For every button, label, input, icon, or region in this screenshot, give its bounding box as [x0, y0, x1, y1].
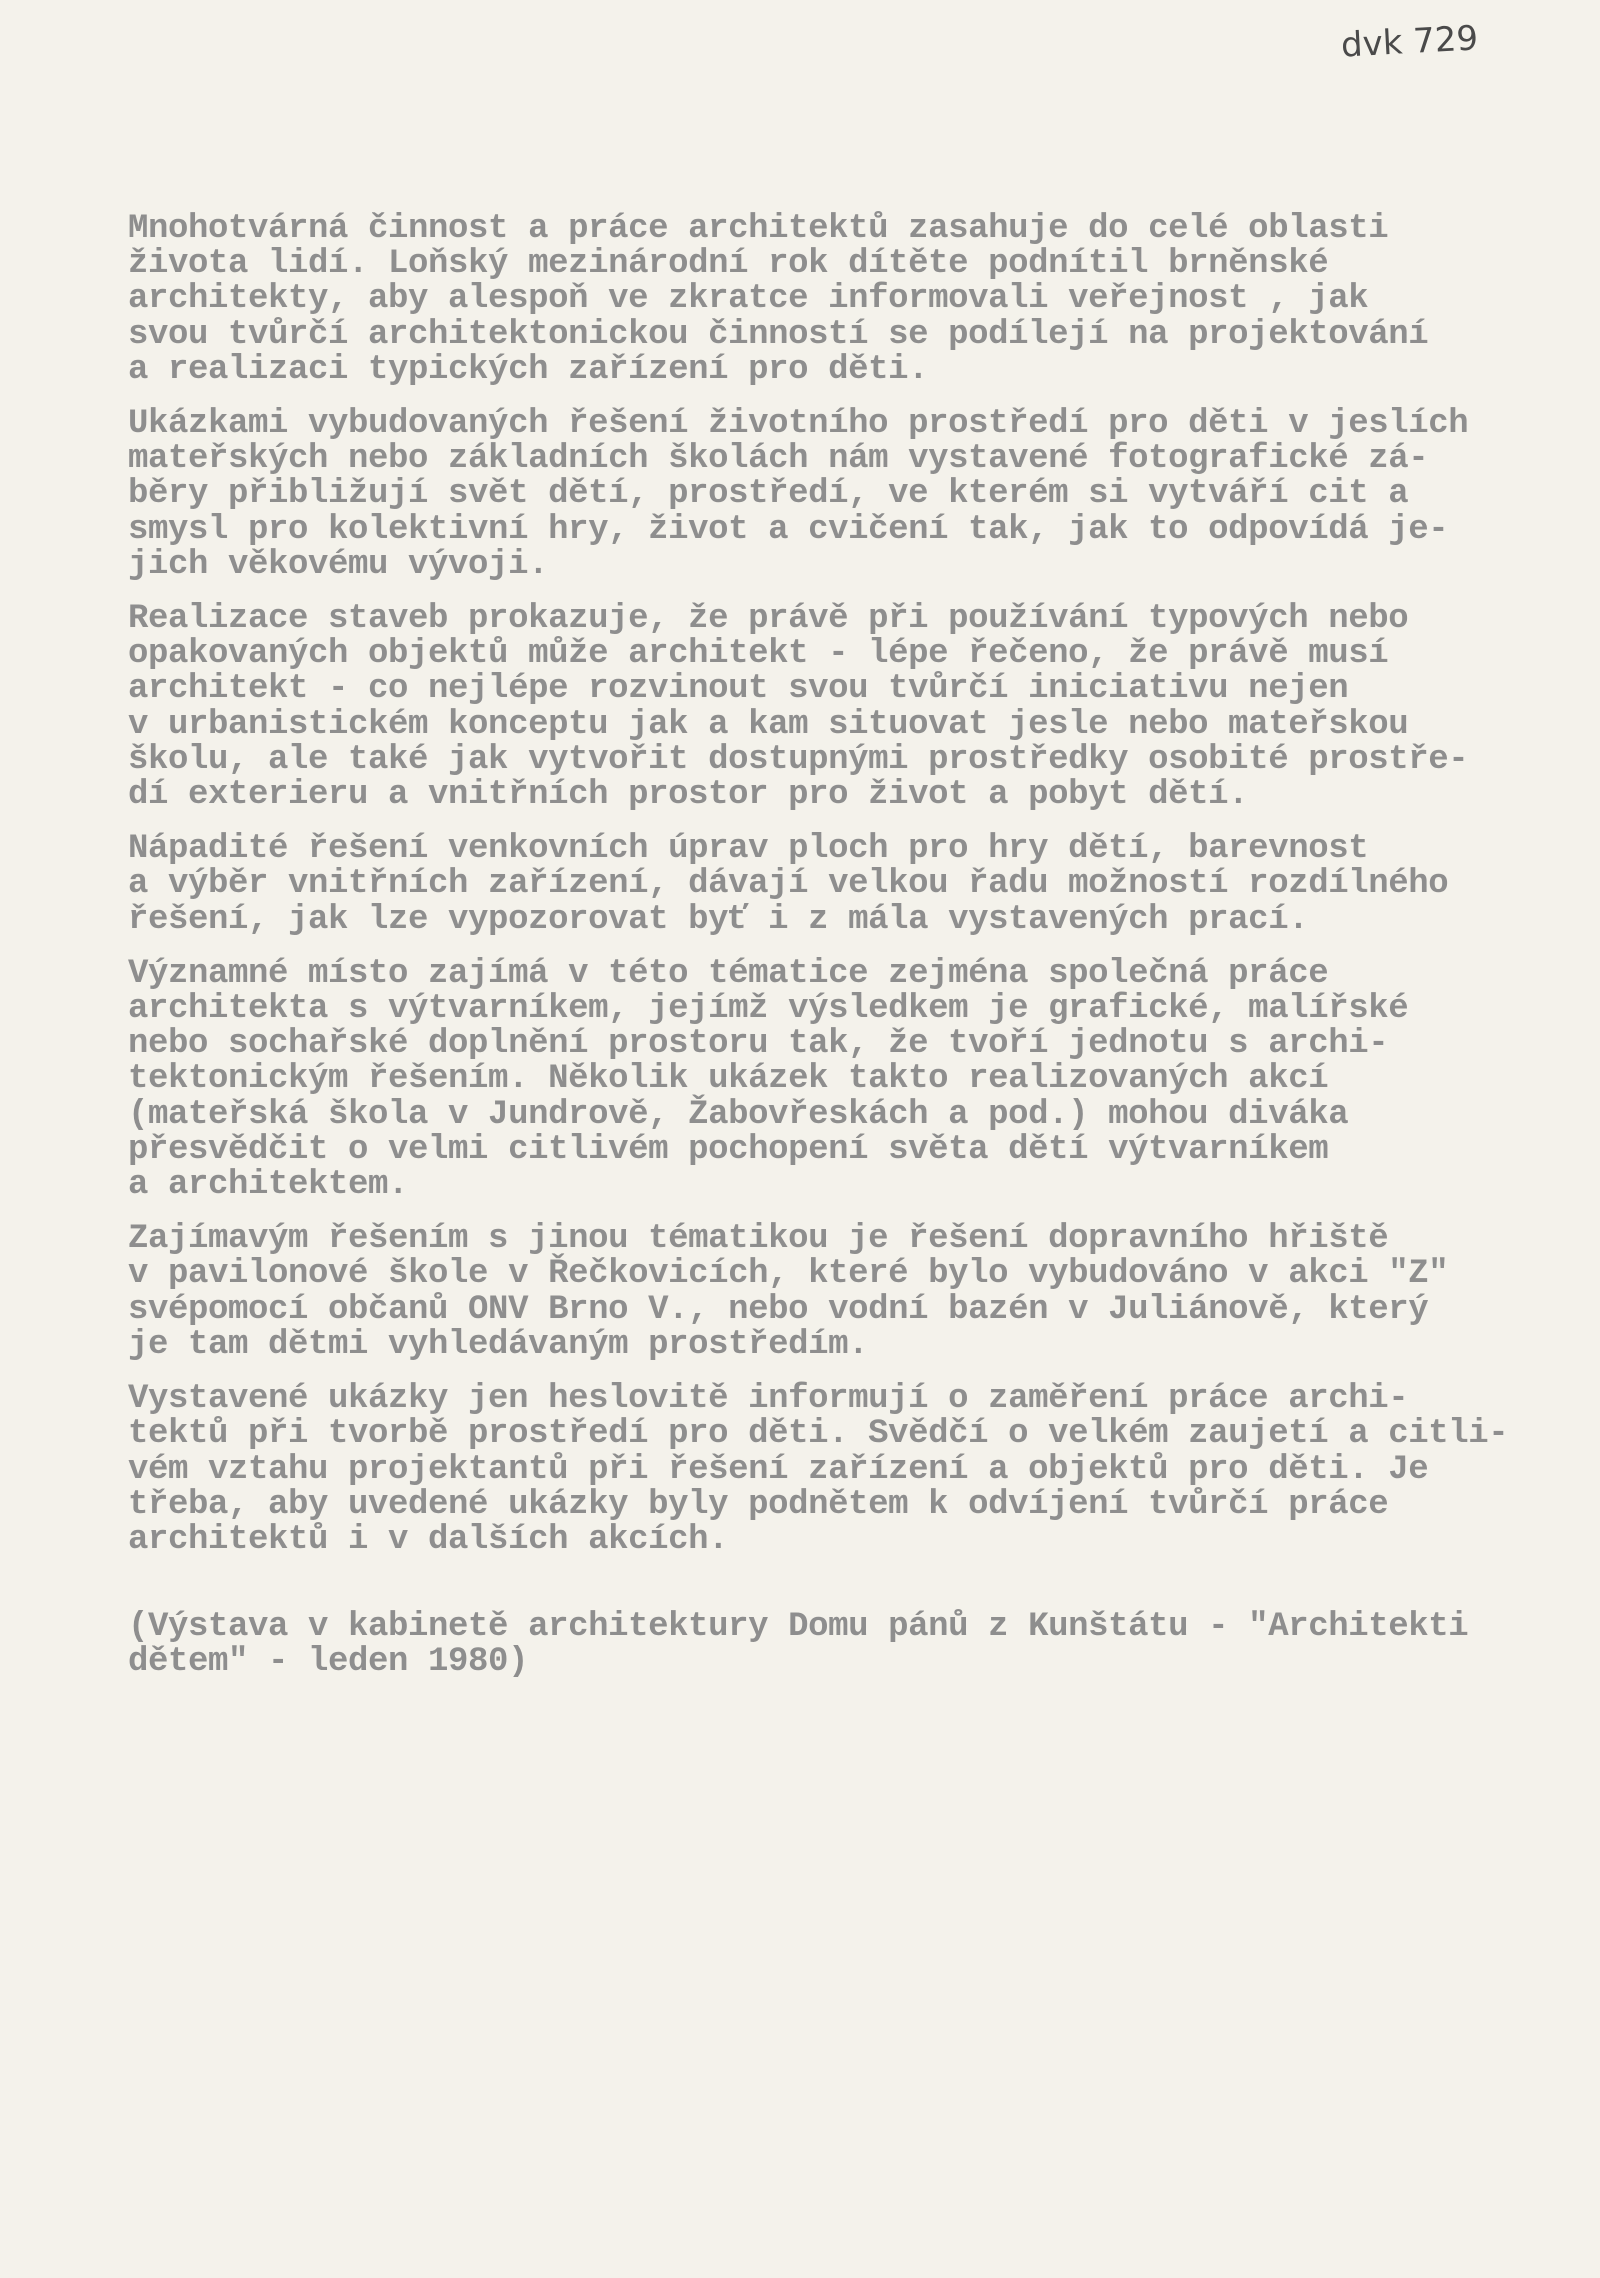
paragraph-1: Mnohotvárná činnost a práce architektů zasahuje do celé oblasti života lidí. Loňský mezinárodní rok dítěte podnítil brněnské architekty, aby alespoň ve zkratce informovali veřejnost , jak svou tvůrčí architektonickou činností se podílejí na projektování a realizaci typických zařízení pro děti.	[128, 210, 1429, 389]
exhibition-note: (Výstava v kabinetě architektury Domu pánů z Kunštátu - "Architekti dětem" - leden 1980)	[128, 1608, 1469, 1682]
handwritten-reference: dvk 729	[1339, 18, 1479, 66]
paragraph-7: Vystavené ukázky jen heslovitě informují o zaměření práce archi- tektů při tvorbě prostředí pro děti. Svědčí o velkém zaujetí a citli- vém vztahu projektantů při řešení zařízení a objektů pro děti. Je třeba, aby uvedené ukázky byly podnětem k odvíjení tvůrčí práce architektů i v dalších akcích.	[128, 1380, 1509, 1559]
paragraph-6: Zajímavým řešením s jinou tématikou je řešení dopravního hřiště v pavilonové škole v Řečkovicích, které bylo vybudováno v akci "Z" svépomocí občanů ONV Brno V., nebo vodní bazén v Juliánově, který je tam dětmi vyhledávaným prostředím.	[128, 1220, 1449, 1364]
paragraph-3: Realizace staveb prokazuje, že právě při používání typových nebo opakovaných objektů může architekt - lépe řečeno, že právě musí architekt - co nejlépe rozvinout svou tvůrčí iniciativu nejen v urbanistickém konceptu jak a kam situovat jesle nebo mateřskou školu, ale také jak vytvořit dostupnými prostředky osobité prostře- dí exterieru a vnitřních prostor pro život a pobyt dětí.	[128, 600, 1469, 815]
paragraph-2: Ukázkami vybudovaných řešení životního prostředí pro děti v jeslích mateřských nebo základních školách nám vystavené fotografické zá- běry přibližují svět dětí, prostředí, ve kterém si vytváří cit a smysl pro kolektivní hry, život a cvičení tak, jak to odpovídá je- jich věkovému vývoji.	[128, 405, 1469, 584]
paragraph-5: Významné místo zajímá v této tématice zejména společná práce architekta s výtvarníkem, jejímž výsledkem je grafické, malířské nebo sochařské doplnění prostoru tak, že tvoří jednotu s archi- tektonickým řešením. Několik ukázek takto realizovaných akcí (mateřská škola v Jundrově, Žabovřeskách a pod.) mohou diváka přesvědčit o velmi citlivém pochopení světa dětí výtvarníkem a architektem.	[128, 954, 1409, 1205]
typewritten-text	[128, 212, 1528, 1577]
paragraph-4: Nápadité řešení venkovních úprav ploch pro hry dětí, barevnost a výběr vnitřních zařízení, dávají velkou řadu možností rozdílného řešení, jak lze vypozorovat byť i z mála vystavených prací.	[128, 830, 1449, 939]
